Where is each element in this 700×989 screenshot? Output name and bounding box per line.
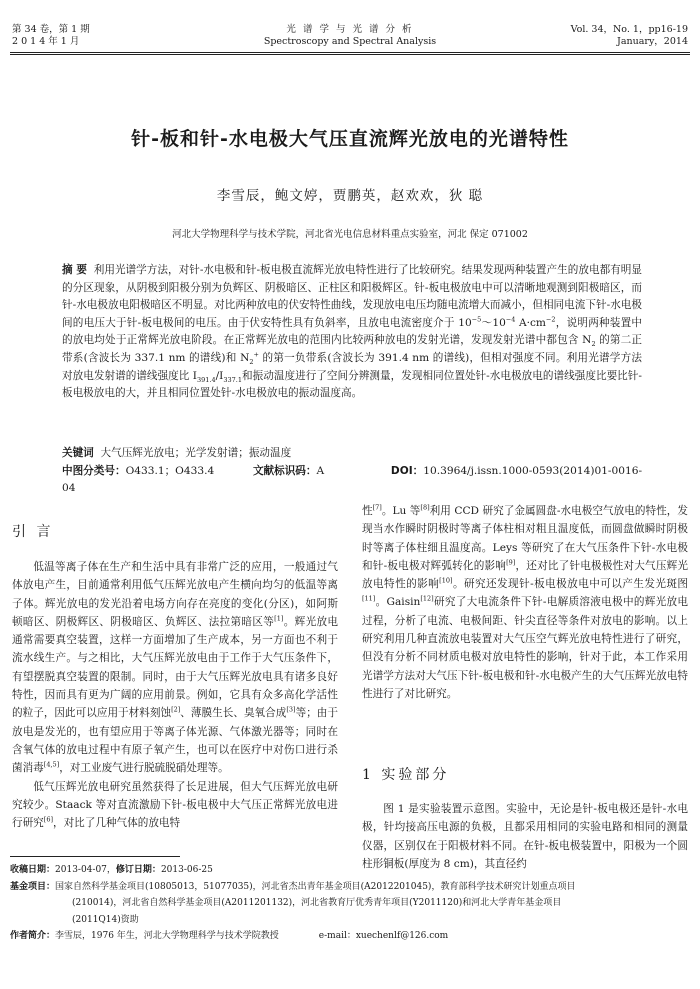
header-rule (10, 52, 690, 53)
doi-value: 10.3964/j.issn.1000-0593(2014)01-0016-04 (62, 464, 643, 495)
journal-name-cn: 光 谱 学 与 光 谱 分 析 (286, 24, 414, 35)
intro-paragraph-2: 低气压辉光放电研究虽然获得了长足进展，但大气压辉光放电研究较少。Staack 等对直流激励下针-板电极中大气压正常辉光放电进行研究[6]，对比了几种气体的放电特 (12, 780, 338, 830)
experiment-paragraph-1: 图 1 是实验装置示意图。实验中，无论是针-板电极还是针-水电极，针均接高压电源的负极，且都采用相同的实验电路和相同的测量仪器，区别仅在于阳极材料不同。在针-板电极装置中，阳极为一个圆柱形铜板(厚度为 8 cm)，其直径约 (362, 803, 688, 870)
fund-line-1: 基金项目：国家自然科学基金项目(10805013，51077035)，河北省杰出青年基金项目(A2012201045)，教育部科学技术研究计划重点项目 (10, 881, 576, 892)
author-bio-line: 作者简介：李雪辰，1976 年生，河北大学物理科学与技术学院教授 e-mail：xuechenlf@126.com (10, 931, 449, 941)
keywords-label: 关键词 (62, 447, 94, 459)
doi-label: DOI： (390, 464, 424, 477)
journal-pages-info (571, 24, 688, 48)
abstract (62, 262, 642, 403)
issue-date: 2 0 1 4 年 1 月 (12, 36, 80, 47)
intro-paragraph-1: 低温等离子体在生产和生活中具有非常广泛的应用，一般通过气体放电产生，目前通常利用低气压辉光放电产生横向均匀的低温等离子体。辉光放电的发光沿着电场方向存在亮度的变化(分区)，如阿斯顿暗区、阴极辉区、阴极暗区、负辉区、法拉第暗区等[1]。辉光放电通常需要真空装置，这样一方面增加了生产成本，另一方面也不利于流水线生产。与之相比，大气压辉光放电由于工作于大气压条件下，有望摆脱真空装置的限制。同时，由于大气压辉光放电具有诸多良好特性，因而具有更为广阔的应用前景。例如，它具有众多高化学活性的粒子，因此可以应用于材料刻蚀[2]、薄膜生长、臭氧合成[3]等；由于放电是发光的，也有望应用于等离子体光源、气体激光器等；同时在含氧气体的放电过程中有原子氧产生，也可以在医疗中对伤口进行杀菌消毒[4,5]，对工业废气进行脱硫脱硝处理等。 (12, 561, 339, 775)
right-column (362, 502, 688, 703)
doc-code-value: A (316, 464, 325, 477)
author-list: 李雪辰，鲍文婷，贾鹏英，赵欢欢，狄 聪 (216, 188, 484, 204)
keywords-block (62, 445, 652, 498)
author-email: e-mail：xuechenlf@126.com (318, 931, 449, 941)
section-intro-title: 引 言 (12, 524, 54, 540)
vol-pages: Vol. 34，No. 1，pp16-19 (570, 24, 688, 35)
journal-volume-info (12, 24, 90, 48)
dates-line: 收稿日期：2013-04-07，修订日期：2013-06-25 (10, 865, 213, 875)
abstract-label: 摘 要 (62, 264, 87, 276)
journal-name-en: Spectroscopy and Spectral Analysis (263, 36, 437, 47)
footnote (10, 862, 690, 945)
fund-line-2: (210014)，河北省自然科学基金项目(A2011201132)，河北省教育厅优秀青年项目(Y2011120)和河北大学青年基金项目 (72, 898, 562, 908)
left-column (12, 558, 338, 832)
abstract-text: 利用光谱学方法，对针-水电极和针-板电极直流辉光放电特性进行了比较研究。结果发现两种装置产生的放电都有明显的分区现象，从阴极到阳极分别为负辉区、阴极暗区、正柱区和阳极辉区。针-板电极放电中可以清晰地观测到阳极暗区，而针-水电极放电阳极暗区不明显。对比两种放电的伏安特性曲线，发现放电电压均随电流增大而减小，但相同电流下针-水电极间的电压大于针-板电极间的电压。由于伏安特性具有负斜率，且放电电流密度介于 $10^{-5}\sim 10^{-4}$ $A\cdot cm^{-2}$，说明两种装置中的放电均处于正常辉光放电阶段。在正常辉光放电的范围内比较两种放电的发射光谱，发现发射光谱中都包含 $N_2$ 的第二正带系(含波长为 337.1 nm 的谱线)和 $N_2^+$ 的第一负带系(含波长为 391.4 nm 的谱线)，但相对强度不同。利用光谱学方法对放电发射谱的谱线强度比 $I_{391.4}/I_{337.1}$和振动温度进行了空间分辨测量，发现相同位置处针-水电极放电的谱线强度比要比针-板电极放电的大，并且相同位置处针-水电极放电的振动温度高。 (62, 264, 642, 400)
month-year: January，2014 (617, 36, 688, 47)
footnote-rule (10, 856, 180, 857)
section-experiment-title: 1 实验部分 (362, 767, 450, 783)
fund-line-3: (2011Q14)资助 (72, 914, 139, 925)
paper-title: 针-板和针-水电极大气压直流辉光放电的光谱特性 (131, 128, 569, 150)
keywords-text: 大气压辉光放电；光学发射谱；振动温度 (100, 447, 292, 459)
intro-paragraph-3: 性[7]。Lu 等[8]利用 CCD 研究了金属圆盘-水电极空气放电的特性，发现当水作瞬时阴极时等离子体柱相对粗且温度低，而圆盘做瞬时阴极时等离子体柱细且温度高。Leys 等研究了在大气压条件下针-水电极和针-板电极对辉弧转化的影响[9]，还对比了针电极极性对大气压辉光放电特性的影响[10]。研究还发现针-板电极放电中可以产生发光斑图[11]。Gaisin[12]研究了大电流条件下针-电解质溶液电极中的辉光放电过程，分析了电流、电极间距、针尖直径等条件对放电的影响。以上研究利用几种直流放电装置对大气压空气辉光放电特性进行了研究，但没有分析不同材质电极对放电特性的影响，针对于此，本工作采用光谱学方法对大气压下针-板电极和针-水电极产生的大气压辉光放电特性进行了对比研究。 (362, 503, 689, 700)
header-rule-thin (10, 54, 690, 55)
volume-issue: 第 34 卷，第 1 期 (12, 24, 90, 35)
journal-name (200, 24, 500, 48)
clc-value: O433.1；O433.4 (125, 464, 215, 477)
doc-code-label: 文献标识码： (252, 464, 317, 477)
affiliation: 河北大学物理科学与技术学院，河北省光电信息材料重点实验室，河北 保定 071002 (172, 229, 528, 240)
clc-label: 中图分类号： (62, 464, 126, 477)
